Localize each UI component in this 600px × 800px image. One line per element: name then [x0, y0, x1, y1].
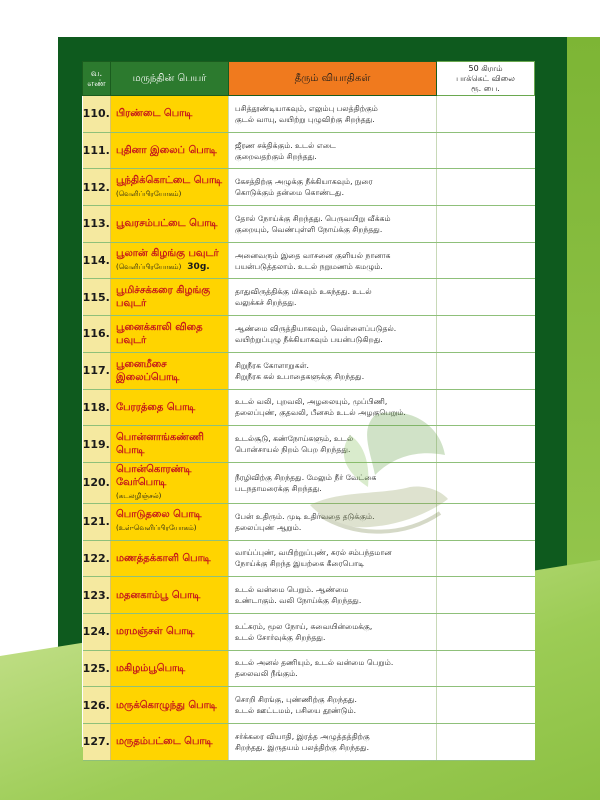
row-price-cell[interactable] [437, 242, 535, 279]
row-serial-no: 125. [83, 650, 111, 687]
ailments-line-2: தலைப்புண், குதவலி, பீனசம் உடல் அழகுபெறும். [235, 408, 406, 418]
medicine-name-text: மகிழம்பூபொடி [116, 662, 186, 674]
table-row [83, 96, 535, 133]
row-medicine-name [111, 577, 229, 614]
table-row [83, 169, 535, 206]
row-medicine-name [111, 242, 229, 279]
row-ailments [229, 316, 437, 353]
medicine-usage-note: (கடலழிஞ்சல்) [116, 491, 162, 500]
row-ailments [229, 206, 437, 243]
row-serial-no: 111. [83, 132, 111, 169]
row-price-cell[interactable] [437, 462, 535, 503]
medicine-name-text: மருக்கொழுந்து பொடி [116, 699, 217, 711]
row-price-cell[interactable] [437, 426, 535, 463]
row-ailments [229, 462, 437, 503]
table-row [83, 577, 535, 614]
row-price-cell[interactable] [437, 613, 535, 650]
row-medicine-name [111, 352, 229, 389]
medicine-usage-note: (வெளிப்பிரயோகம்) [116, 189, 182, 198]
medicine-name-text: மருதம்பட்டை பொடி [116, 736, 213, 748]
ailments-line-2: பொன்சாயல் நிறம் பெற சிறந்தது. [235, 445, 351, 455]
table-row [83, 687, 535, 724]
row-medicine-name [111, 206, 229, 243]
row-medicine-name [111, 613, 229, 650]
row-serial-no: 114. [83, 242, 111, 279]
row-serial-no: 110. [83, 96, 111, 133]
row-serial-no: 113. [83, 206, 111, 243]
header-medicine-name: மருந்தின் பெயர் [111, 62, 229, 96]
medicine-name-text: பூமிச்சக்கரை கிழங்கு பவுடர் [116, 285, 211, 310]
row-medicine-name [111, 316, 229, 353]
medicine-name-text: மதனகாம்பூ பொடி [116, 589, 201, 601]
medicine-name-text: பூலான் கிழங்கு பவுடர் [116, 248, 219, 260]
ailments-line-2: கொடுக்கும் தன்மை கொண்டது. [235, 188, 345, 198]
row-price-cell[interactable] [437, 206, 535, 243]
ailments-line-1: சர்க்கரை வியாதி, இரத்த அழுத்தத்திற்கு [235, 731, 370, 741]
ailments-line-1: நீரழிவிற்கு சிறந்தது. மேலும் நீர் வேட்கை [235, 472, 377, 482]
row-ailments [229, 96, 437, 133]
header-ailments: தீரும் வியாதிகள் [229, 62, 437, 96]
ailments-line-2: உடல் ஊட்டமம், பசியை தூண்டும். [235, 706, 357, 716]
row-serial-no: 115. [83, 279, 111, 316]
ailments-line-1: பேன் உதிரும். முடி உதிர்வதை தடுக்கும். [235, 511, 375, 521]
row-medicine-name [111, 169, 229, 206]
medicine-name-text: பூவரசம்பட்டை பொடி [116, 218, 218, 230]
row-price-cell[interactable] [437, 503, 535, 540]
row-medicine-name [111, 96, 229, 133]
ailments-line-2: குறைவதற்கும் சிறந்தது. [235, 151, 317, 161]
row-ailments [229, 724, 437, 761]
row-ailments [229, 132, 437, 169]
row-medicine-name [111, 503, 229, 540]
ailments-line-1: அனைவரும் இதை வாசனை குளியல் நானாக [235, 250, 391, 260]
row-ailments [229, 242, 437, 279]
medicine-name-text: பொடுதலை பொடி [116, 509, 202, 521]
row-medicine-name [111, 462, 229, 503]
row-price-cell[interactable] [437, 650, 535, 687]
medicine-name-text: பொன்னாங்கண்ணி பொடி [116, 432, 204, 457]
table-row [83, 132, 535, 169]
row-ailments [229, 279, 437, 316]
row-serial-no: 124. [83, 613, 111, 650]
ailments-line-1: வாய்ப்புண், வயிற்றுப்புண், சுரல் சம்பந்தமான [235, 548, 392, 558]
table-row [83, 462, 535, 503]
row-price-cell[interactable] [437, 316, 535, 353]
ailments-line-1: தாதுவிருத்திக்கு மிகவும் உகந்தது. உடல் [235, 287, 372, 297]
ailments-line-1: உடல் வலி, புறவலி, அழலையும், முப்பிணி, [235, 397, 388, 407]
row-price-cell[interactable] [437, 352, 535, 389]
row-price-cell[interactable] [437, 540, 535, 577]
table-row [83, 613, 535, 650]
row-serial-no: 112. [83, 169, 111, 206]
table-header-row [83, 62, 535, 96]
ailments-line-2: உண்டாகும். வலி நோய்க்கு சிறந்தது. [235, 596, 362, 606]
header-price-line3: ரூ. பை. [471, 83, 500, 93]
medicine-name-text: மரமஞ்சள் பொடி [116, 626, 195, 638]
medicine-quantity: 30g. [187, 262, 210, 273]
medicine-name-text: பூந்திக்கொட்டை பொடி [116, 174, 223, 186]
row-medicine-name [111, 132, 229, 169]
ailments-line-2: வலுக்கச் சிறந்தது. [235, 298, 297, 308]
row-ailments [229, 352, 437, 389]
row-price-cell[interactable] [437, 577, 535, 614]
table-row [83, 426, 535, 463]
row-medicine-name [111, 389, 229, 426]
ailments-line-1: தோல் நோய்க்கு சிறந்தது. பெருவயிறு வீக்கம் [235, 213, 391, 223]
row-price-cell[interactable] [437, 96, 535, 133]
row-ailments [229, 426, 437, 463]
table-row [83, 540, 535, 577]
medicine-name-text: மணத்தக்காளி பொடி [116, 552, 211, 564]
medicine-name-text: புதினா இலைப் பொடி [116, 145, 217, 157]
row-ailments [229, 169, 437, 206]
row-price-cell[interactable] [437, 169, 535, 206]
row-serial-no: 118. [83, 389, 111, 426]
ailments-line-2: சிறந்தது. இருதயம் பலத்திற்கு சிறந்தது. [235, 742, 370, 752]
row-medicine-name [111, 687, 229, 724]
row-price-cell[interactable] [437, 132, 535, 169]
medicine-usage-note: (உள்-வெளிப்பிரயோகம்) [116, 524, 197, 533]
row-serial-no: 122. [83, 540, 111, 577]
table-row [83, 389, 535, 426]
ailments-line-1: உடல் வன்மை பெறும். ஆண்மை [235, 585, 349, 595]
ailments-line-2: தலைவலி நீங்கும். [235, 669, 298, 679]
row-price-cell[interactable] [437, 724, 535, 761]
ailments-line-2: தலைப்புண் ஆறும். [235, 522, 302, 532]
row-ailments [229, 540, 437, 577]
row-price-cell[interactable] [437, 687, 535, 724]
header-price-line1: 50 கிராம் [468, 63, 503, 73]
ailments-line-1: கேசத்திற்கு அழுக்கு நீக்கியாகவும், நுரை [235, 177, 373, 187]
header-price [437, 62, 535, 96]
medicine-name-text: பேரரத்தை பொடி [116, 401, 196, 413]
row-ailments [229, 577, 437, 614]
row-serial-no: 127. [83, 724, 111, 761]
row-ailments [229, 503, 437, 540]
ailments-line-2: சிறுநீரக கல் உபாதைகளுக்கு சிறந்தது. [235, 371, 365, 381]
table-row [83, 503, 535, 540]
row-serial-no: 126. [83, 687, 111, 724]
row-medicine-name [111, 724, 229, 761]
ailments-line-2: வயிற்றுப்புழு நீக்கியாகவும் பயன்படுகிறது. [235, 334, 383, 344]
table-row [83, 724, 535, 761]
table-row [83, 242, 535, 279]
ailments-line-2: உடல் சோர்வுக்கு சிறந்தது. [235, 632, 326, 642]
row-ailments [229, 389, 437, 426]
ailments-line-1: உடல் அனல் தணியும், உடல் வன்மை பெறும். [235, 658, 394, 668]
row-medicine-name [111, 540, 229, 577]
table-row [83, 650, 535, 687]
ailments-line-1: சிறுநீரக கோளாறுகள். [235, 360, 309, 370]
ailments-line-1: உடல்சூடு, கண்நோய்களும், உடல் [235, 434, 354, 444]
medicine-name-text: பூனைமீசை இலைப்பொடி [116, 358, 180, 383]
header-price-line2: பாக்கெட் விலை [456, 73, 515, 83]
medicine-name-text: பூனைக்காலி விதை பவுடர் [116, 321, 203, 346]
row-serial-no: 117. [83, 352, 111, 389]
row-price-cell[interactable] [437, 279, 535, 316]
row-serial-no: 123. [83, 577, 111, 614]
ailments-line-2: பயன்படுத்தலாம். உடல் நறுமணம் கமழும். [235, 261, 383, 271]
ailments-line-2: படநதாமரைக்கு சிறந்தது. [235, 483, 322, 493]
row-serial-no: 116. [83, 316, 111, 353]
ailments-line-1: உட்சுரம், மூல நோய், சுவையின்மைக்கு, [235, 621, 373, 631]
medicine-usage-note: (வெளிப்பிரயோகம்) [116, 263, 182, 272]
row-ailments [229, 687, 437, 724]
row-ailments [229, 650, 437, 687]
row-serial-no: 119. [83, 426, 111, 463]
medicine-name-text: பிரண்டை பொடி [116, 108, 193, 120]
ailments-line-1: ஜீரண சக்திக்கும். உடல் எடை [235, 140, 336, 150]
ailments-line-1: ஆண்மை விருத்தியாகவும், வெள்ளைப்படுதல். [235, 323, 397, 333]
ailments-line-2: குடல் வாயு, வயிற்று புழுவிற்கு சிறந்தது. [235, 114, 375, 124]
table-body [83, 96, 535, 761]
medicine-table [82, 61, 535, 761]
row-serial-no: 120. [83, 462, 111, 503]
header-serial-no: வ. எண் [83, 62, 111, 96]
row-serial-no: 121. [83, 503, 111, 540]
row-medicine-name [111, 279, 229, 316]
table-row [83, 316, 535, 353]
row-medicine-name [111, 650, 229, 687]
ailments-line-1: பசித்தூண்டியாகவும், எலும்பு பலத்திற்கும் [235, 103, 378, 113]
row-price-cell[interactable] [437, 389, 535, 426]
table-row [83, 352, 535, 389]
ailments-line-2: குறையும், வெண்புள்ளி நோய்க்கு சிறந்தது. [235, 224, 383, 234]
table-row [83, 206, 535, 243]
row-ailments [229, 613, 437, 650]
row-medicine-name [111, 426, 229, 463]
medicine-name-text: பொன்கொரண்டி வேர்பொடி [116, 463, 192, 488]
ailments-line-1: சொறி சிரங்கு, புண்ணிற்கு சிறந்தது. [235, 695, 357, 705]
ailments-line-2: நோய்க்கு சிறந்த இயற்கை கீரைபொடி [235, 559, 365, 569]
table-row [83, 279, 535, 316]
